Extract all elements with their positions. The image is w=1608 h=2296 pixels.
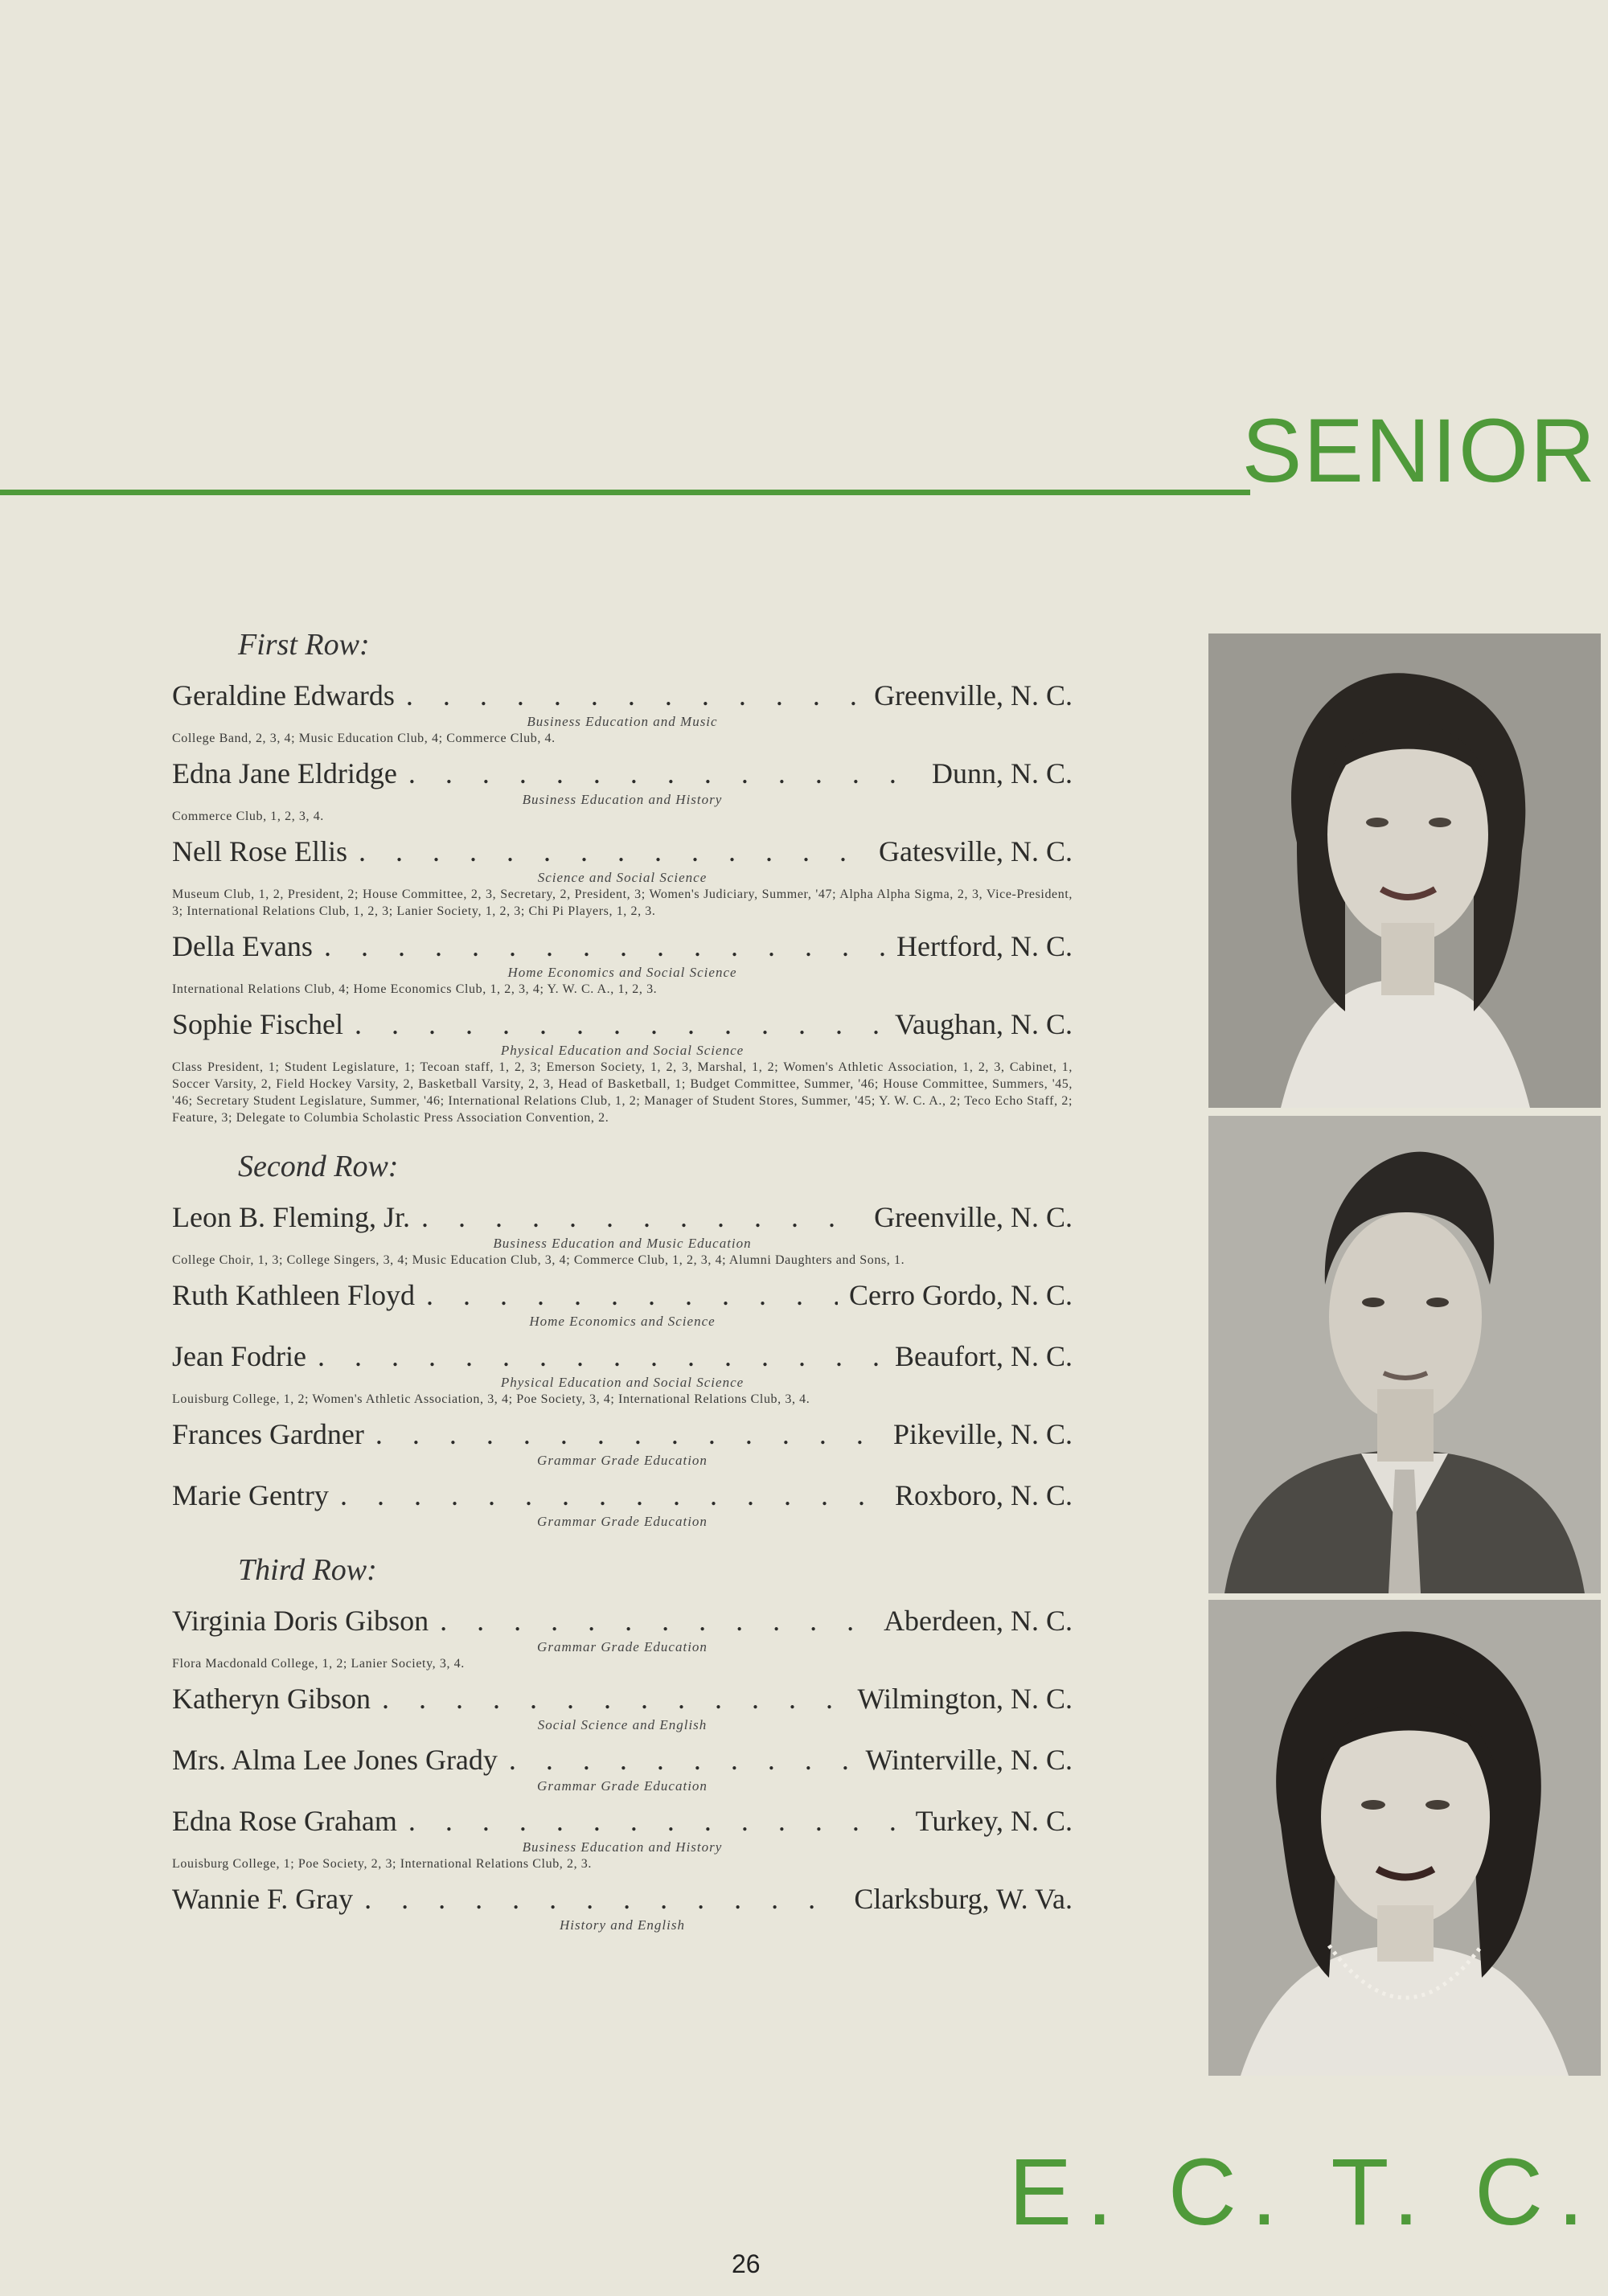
senior-hometown: Pikeville, N. C. bbox=[893, 1418, 1073, 1450]
senior-major: Physical Education and Social Science bbox=[500, 1043, 745, 1058]
dot-leader bbox=[408, 1804, 904, 1838]
senior-major: Business Education and History bbox=[522, 792, 723, 807]
senior-name: Geraldine Edwards bbox=[172, 679, 395, 711]
senior-major: Physical Education and Social Science bbox=[500, 1375, 745, 1390]
senior-activities: International Relations Club, 4; Home Economics Club, 1, 2, 3, 4; Y. W. C. A., 1, 2, 3. bbox=[172, 982, 658, 996]
section-heading: Third Row: bbox=[238, 1553, 377, 1587]
senior-hometown: Turkey, N. C. bbox=[915, 1805, 1073, 1837]
senior-entry bbox=[172, 929, 1073, 998]
senior-hometown: Dunn, N. C. bbox=[931, 757, 1073, 789]
section-first-row bbox=[172, 627, 1073, 1126]
senior-hometown: Aberdeen, N. C. bbox=[884, 1605, 1073, 1637]
senior-entry bbox=[172, 1882, 1073, 1933]
senior-listing bbox=[172, 627, 1073, 1933]
senior-name: Marie Gentry bbox=[172, 1479, 329, 1511]
senior-name: Edna Jane Eldridge bbox=[172, 757, 397, 789]
senior-major: Grammar Grade Education bbox=[537, 1778, 708, 1794]
senior-hometown: Clarksburg, W. Va. bbox=[854, 1883, 1073, 1915]
footer-title: E. C. T. C. bbox=[1008, 2139, 1598, 2245]
section-heading: First Row: bbox=[238, 628, 370, 662]
portrait-photo-top bbox=[1208, 633, 1601, 1108]
senior-hometown: Hertford, N. C. bbox=[896, 930, 1073, 962]
portrait-woman-icon bbox=[1208, 633, 1601, 1108]
senior-name: Sophie Fischel bbox=[172, 1008, 343, 1040]
senior-hometown: Greenville, N. C. bbox=[874, 1201, 1073, 1233]
header-rule bbox=[0, 490, 1250, 495]
senior-major: Grammar Grade Education bbox=[537, 1514, 708, 1529]
senior-hometown: Vaughan, N. C. bbox=[895, 1008, 1073, 1040]
senior-activities: Commerce Club, 1, 2, 3, 4. bbox=[172, 810, 324, 823]
senior-major: Business Education and History bbox=[522, 1839, 723, 1855]
senior-entry bbox=[172, 1682, 1073, 1733]
senior-activities: Class President, 1; Student Legislature, 1; Tecoan staff, 1, 2, 3; Emerson Society, 1, 2, 3, Marshal, 1, 2; Women's Athletic Association, 1, 2, 3, Cabinet, 1, Soccer Varsity, 2, Field Hockey Varsity, 2, Basketball Varsity, 2, 3, Head of Basketball, 1; Budget Committee, Summer, '46; House Committee, Summers, '45, '46; Secretary Student Legislature, Summer, '46; International Relations Club, 1, 2; Manager of Student Stores, Summer, '45; Y. W. C. A., 2; Teco Echo Staff, 2; Feature, 3; Delegate to Columbia Scholastic Press Association Convention, 2. bbox=[172, 1060, 1073, 1125]
senior-name: Katheryn Gibson bbox=[172, 1683, 371, 1715]
senior-entry bbox=[172, 1339, 1073, 1408]
portrait-photo-middle bbox=[1208, 1116, 1601, 1593]
senior-major: Home Economics and Science bbox=[529, 1314, 716, 1329]
section-second-row bbox=[172, 1149, 1073, 1530]
senior-entry bbox=[172, 1604, 1073, 1672]
senior-entry bbox=[172, 834, 1073, 920]
senior-hometown: Roxboro, N. C. bbox=[894, 1479, 1073, 1511]
senior-hometown: Winterville, N. C. bbox=[865, 1744, 1073, 1776]
dot-leader bbox=[382, 1682, 846, 1716]
senior-name: Mrs. Alma Lee Jones Grady bbox=[172, 1744, 498, 1776]
senior-entry bbox=[172, 756, 1073, 825]
senior-name: Wannie F. Gray bbox=[172, 1883, 354, 1915]
senior-entry bbox=[172, 1007, 1073, 1126]
dot-leader bbox=[426, 1278, 838, 1312]
page-number: 26 bbox=[732, 2249, 761, 2278]
dot-leader bbox=[408, 756, 921, 790]
senior-name: Virginia Doris Gibson bbox=[172, 1605, 429, 1637]
senior-name: Jean Fodrie bbox=[172, 1340, 306, 1372]
senior-name: Della Evans bbox=[172, 930, 313, 962]
senior-major: Social Science and English bbox=[537, 1717, 708, 1732]
senior-name: Frances Gardner bbox=[172, 1418, 364, 1450]
senior-entry bbox=[172, 1278, 1073, 1330]
senior-name: Nell Rose Ellis bbox=[172, 835, 347, 867]
dot-leader bbox=[340, 1478, 884, 1512]
dot-leader bbox=[375, 1417, 882, 1451]
senior-activities: College Band, 2, 3, 4; Music Education Club, 4; Commerce Club, 4. bbox=[172, 732, 556, 745]
senior-major: Grammar Grade Education bbox=[537, 1639, 708, 1654]
dot-leader bbox=[359, 834, 868, 868]
senior-entry bbox=[172, 1478, 1073, 1530]
senior-entry bbox=[172, 1200, 1073, 1269]
dot-leader bbox=[324, 929, 885, 963]
senior-major: Business Education and Music bbox=[527, 714, 718, 729]
senior-activities: Louisburg College, 1; Poe Society, 2, 3; International Relations Club, 2, 3. bbox=[172, 1857, 592, 1871]
dot-leader bbox=[421, 1200, 863, 1234]
dot-leader bbox=[509, 1743, 855, 1777]
senior-entry bbox=[172, 1417, 1073, 1469]
page-title: SENIOR bbox=[1241, 400, 1597, 501]
senior-entry bbox=[172, 679, 1073, 747]
senior-entry bbox=[172, 1743, 1073, 1794]
senior-entry bbox=[172, 1804, 1073, 1872]
senior-activities: Museum Club, 1, 2, President, 2; House Committee, 2, 3, Secretary, 2, President, 3; Women's Judiciary, Summer, '47; Alpha Alpha Sigma, 2, 3, Vice-President, 3; International Relations Club, 1, 2, 3; Lanier Society, 1, 2, 3; Chi Pi Players, 1, 2, 3. bbox=[172, 888, 1073, 918]
senior-major: Home Economics and Social Science bbox=[507, 965, 737, 980]
senior-name: Leon B. Fleming, Jr. bbox=[172, 1201, 410, 1233]
senior-name: Edna Rose Graham bbox=[172, 1805, 397, 1837]
senior-hometown: Beaufort, N. C. bbox=[895, 1340, 1073, 1372]
dot-leader bbox=[406, 679, 863, 712]
senior-activities: College Choir, 1, 3; College Singers, 3, 4; Music Education Club, 3, 4; Commerce Club, 1, 2, 3, 4; Alumni Daughters and Sons, 1. bbox=[172, 1253, 905, 1267]
senior-major: Science and Social Science bbox=[537, 870, 708, 885]
senior-hometown: Cerro Gordo, N. C. bbox=[849, 1279, 1073, 1311]
senior-activities: Louisburg College, 1, 2; Women's Athletic Association, 3, 4; Poe Society, 3, 4; International Relations Club, 3, 4. bbox=[172, 1392, 810, 1406]
senior-activities: Flora Macdonald College, 1, 2; Lanier Society, 3, 4. bbox=[172, 1657, 465, 1671]
section-third-row bbox=[172, 1552, 1073, 1933]
senior-major: History and English bbox=[560, 1917, 685, 1933]
senior-hometown: Gatesville, N. C. bbox=[879, 835, 1073, 867]
senior-major: Business Education and Music Education bbox=[493, 1236, 752, 1251]
dot-leader bbox=[364, 1882, 843, 1916]
senior-hometown: Greenville, N. C. bbox=[874, 679, 1073, 711]
senior-hometown: Wilmington, N. C. bbox=[857, 1683, 1073, 1715]
portrait-woman-icon bbox=[1208, 1600, 1601, 2076]
portrait-man-icon bbox=[1208, 1116, 1601, 1593]
senior-major: Grammar Grade Education bbox=[537, 1453, 708, 1468]
senior-name: Ruth Kathleen Floyd bbox=[172, 1279, 415, 1311]
section-heading: Second Row: bbox=[238, 1150, 399, 1183]
dot-leader bbox=[355, 1007, 884, 1041]
portrait-photo-bottom bbox=[1208, 1600, 1601, 2076]
dot-leader bbox=[318, 1339, 884, 1373]
dot-leader bbox=[440, 1604, 872, 1638]
